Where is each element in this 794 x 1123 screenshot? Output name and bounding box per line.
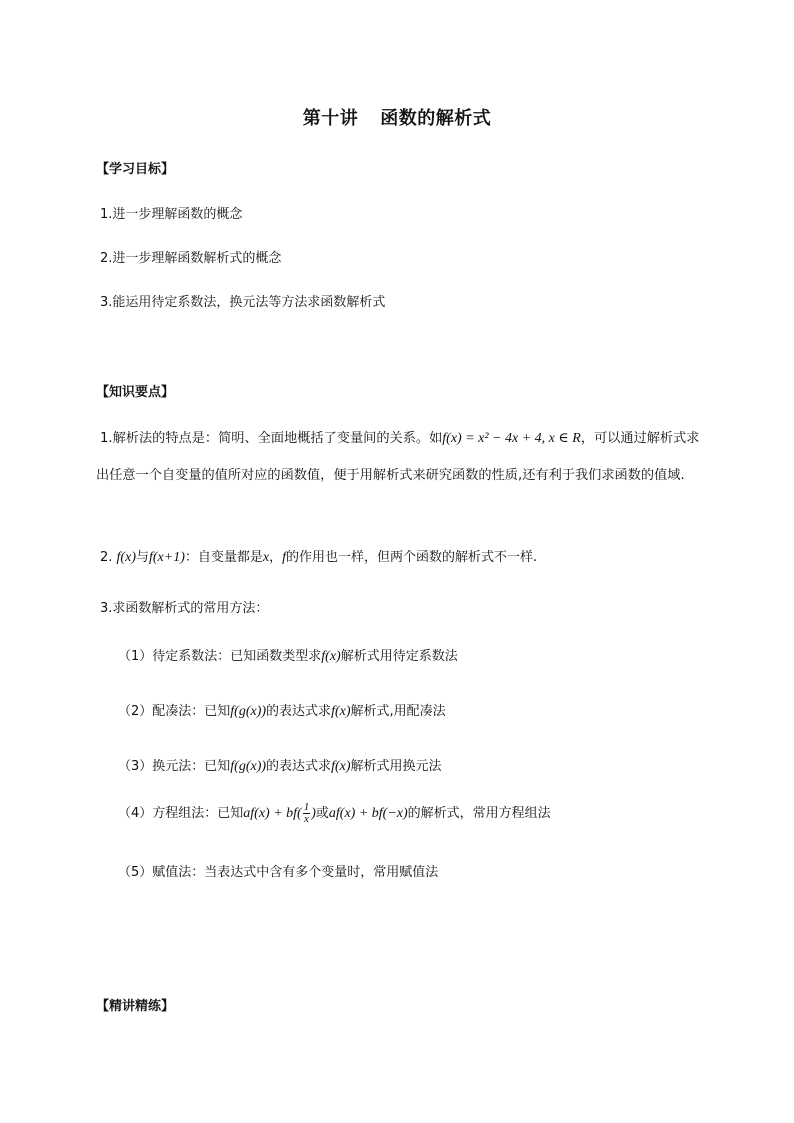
method-2-label: （2）配凑法：已知 xyxy=(118,704,231,719)
method-3-tail: 解析式用换元法 xyxy=(350,759,442,774)
goal-item-1: 1.进一步理解函数的概念 xyxy=(100,207,243,222)
method-5-label: （5）赋值法：当表达式中含有多个变量时，常用赋值法 xyxy=(118,865,439,880)
fraction-numerator: 1 xyxy=(303,801,310,813)
method-2-fgx: f(g(x)) xyxy=(230,704,267,719)
key-point-1-tail: ，可以通过解析式求出任意一个自变量的值所对应的函数值，便于用解析式来研究函数的性质,还有利于我们求函数的值域. xyxy=(96,431,700,483)
method-5 xyxy=(118,861,438,880)
page-title xyxy=(0,104,794,130)
method-4-or: 或 xyxy=(315,806,329,821)
fraction-denominator: x xyxy=(304,813,309,825)
method-4-expr1-end: ) xyxy=(311,806,316,821)
method-1-label: （1）待定系数法：已知函数类型求 xyxy=(118,649,322,664)
key-point-1-formula: f(x) = x² − 4x + 4, x ∈ R xyxy=(442,431,581,446)
method-3-mid: 的表达式求 xyxy=(266,759,332,774)
key-point-2-f1: f(x) xyxy=(116,550,136,565)
goal-item-3: 3.能运用待定系数法，换元法等方法求函数解析式 xyxy=(100,295,386,310)
method-3-fx: f(x) xyxy=(331,759,351,774)
key-point-2-f2: f(x+1) xyxy=(149,550,185,565)
method-2-mid: 的表达式求 xyxy=(266,704,332,719)
method-1-fx: f(x) xyxy=(321,649,341,664)
practice-heading: 【精讲精练】 xyxy=(96,999,175,1014)
key-point-2-f: f xyxy=(282,550,287,565)
key-point-2-text2: 的作用也一样，但两个函数的解析式不一样. xyxy=(286,550,538,565)
method-4-label: （4）方程组法：已知 xyxy=(118,806,244,821)
method-3-fgx: f(g(x)) xyxy=(230,759,267,774)
method-1 xyxy=(118,645,458,665)
method-4-fraction xyxy=(303,802,311,825)
method-4 xyxy=(118,802,551,825)
key-point-2-number: 2. xyxy=(100,550,113,565)
key-point-2-x: x xyxy=(262,550,270,565)
key-point-1-lead: 1.解析法的特点是：简明、全面地概括了变量间的关系。如 xyxy=(100,431,443,446)
title-lecture-number: 第十讲 xyxy=(302,108,359,129)
title-topic: 函数的解析式 xyxy=(380,108,492,129)
method-4-tail: 的解析式，常用方程组法 xyxy=(407,806,551,821)
key-point-3: 3.求函数解析式的常用方法： xyxy=(100,601,269,616)
learning-goals-heading: 【学习目标】 xyxy=(96,162,175,177)
key-point-2-text1: ：自变量都是 xyxy=(184,550,263,565)
method-3-label: （3）换元法：已知 xyxy=(118,759,231,774)
method-2 xyxy=(118,700,446,720)
key-point-2-comma: ， xyxy=(269,550,283,565)
key-point-2 xyxy=(100,546,537,566)
key-point-2-and: 与 xyxy=(135,550,149,565)
method-4-expr1-start: af(x) + bf( xyxy=(243,806,302,821)
method-2-tail: 解析式,用配凑法 xyxy=(350,704,446,719)
method-4-expr2: af(x) + bf(−x) xyxy=(328,806,408,821)
key-points-heading: 【知识要点】 xyxy=(96,385,175,400)
method-1-tail: 解析式用待定系数法 xyxy=(340,649,458,664)
method-2-fx: f(x) xyxy=(331,704,351,719)
goal-item-2: 2.进一步理解函数解析式的概念 xyxy=(100,251,282,266)
method-3 xyxy=(118,755,442,775)
key-point-1 xyxy=(96,420,706,494)
